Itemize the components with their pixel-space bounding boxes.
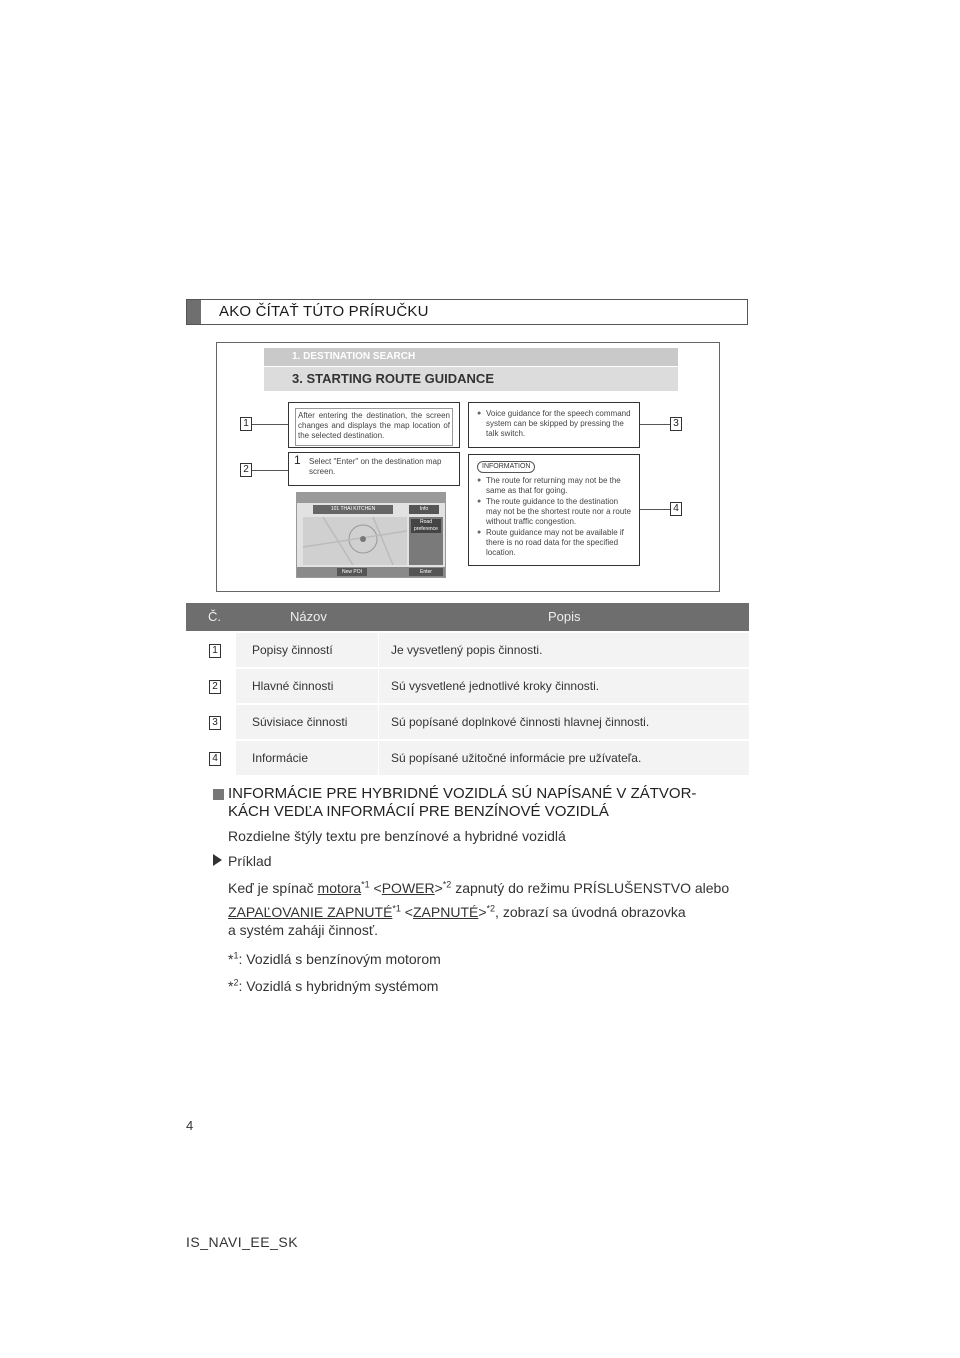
footnote-star: *	[228, 951, 234, 967]
table-header	[186, 603, 749, 631]
footnote-ref: *1	[361, 879, 370, 890]
mini-screen-topbar	[297, 493, 445, 503]
example-zapnute: ZAPNUTÉ	[413, 904, 479, 920]
row-name: Hlavné činnosti	[252, 679, 334, 693]
callout-operation-description	[288, 402, 460, 448]
marker-1: 1	[240, 417, 252, 431]
info-item: ● Route guidance may not be available if there is no road data for the specified location.	[477, 528, 631, 558]
triangle-bullet-icon	[213, 854, 222, 866]
callout1-text: After entering the destination, the screen changes and displays the map location of the selected destination.	[295, 408, 453, 446]
mini-map-screen	[296, 492, 446, 578]
footnote-star: *	[228, 978, 234, 994]
mini-screen-info-button: Info	[409, 505, 439, 514]
table-row	[186, 739, 749, 775]
mini-screen-poi-name: 101 THAI KITCHEN	[313, 505, 393, 514]
illustration-band-small-text: 1. DESTINATION SEARCH	[292, 351, 416, 362]
row-marker: 2	[209, 680, 221, 694]
example-bracket: <	[369, 880, 382, 896]
row-number-cell	[186, 741, 236, 775]
illustration-band-small	[264, 348, 678, 366]
example-label: Príklad	[228, 853, 272, 869]
intro-text: Rozdielne štýly textu pre benzínové a hybridné vozidlá	[228, 828, 566, 844]
leader-line	[640, 424, 670, 425]
mini-screen-bottombar	[297, 567, 445, 577]
example-line1	[228, 879, 748, 897]
map-roads-graphic	[303, 517, 407, 565]
square-bullet-icon	[213, 789, 224, 800]
section-header	[186, 299, 748, 325]
callout-related-operation	[468, 402, 640, 448]
info-item: ● The route guidance to the destination may not be the shortest route nor a route without traffic congestion.	[477, 497, 631, 527]
row-description: Sú popísané užitočné informácie pre užívateľa.	[391, 751, 642, 765]
example-text: , zobrazí sa úvodná obrazovka	[495, 904, 686, 920]
callout2-step-number: 1	[294, 453, 301, 467]
table-row	[186, 631, 749, 667]
footnote-sup: 1	[233, 950, 239, 961]
legend-table	[186, 603, 749, 775]
table-row	[186, 703, 749, 739]
mini-screen-newpoi-button: New POI	[337, 568, 367, 576]
information-pill: INFORMATION	[477, 461, 535, 473]
example-zapalovanie: ZAPAĽOVANIE ZAPNUTÉ	[228, 904, 393, 920]
leader-line	[252, 424, 288, 425]
row-description: Je vysvetlený popis činnosti.	[391, 643, 543, 657]
example-line2	[228, 903, 748, 921]
row-description: Sú popísané doplnkové činnosti hlavnej činnosti.	[391, 715, 650, 729]
row-marker: 1	[209, 644, 221, 658]
footnote-text: : Vozidlá s hybridným systémom	[238, 978, 439, 994]
row-name: Súvisiace činnosti	[252, 715, 348, 729]
table-row	[186, 667, 749, 703]
row-marker: 4	[209, 752, 221, 766]
section-header-title: AKO ČÍTAŤ TÚTO PRÍRUČKU	[219, 303, 429, 320]
subheading-line2: KÁCH VEDĽA INFORMÁCIÍ PRE BENZÍNOVÉ VOZIDLÁ	[228, 803, 609, 820]
info-item: ● The route for returning may not be the same as that for going.	[477, 476, 631, 496]
illustration-band-large-text: 3. STARTING ROUTE GUIDANCE	[292, 371, 494, 386]
example-motora: motora	[317, 880, 362, 896]
mini-screen-enter-button: Enter	[409, 568, 443, 576]
illustration-band-large	[264, 367, 678, 391]
row-number-cell	[186, 705, 236, 739]
row-number-cell	[186, 633, 236, 667]
header-number: Č.	[208, 609, 221, 624]
callout3-text: ● Voice guidance for the speech command system can be skipped by pressing the talk switch.	[477, 409, 631, 439]
row-name: Popisy činností	[252, 643, 333, 657]
callout-information	[468, 454, 640, 566]
footnote-1	[228, 950, 441, 968]
footnote-ref: *2	[442, 879, 452, 890]
example-bracket: >	[434, 880, 443, 896]
footnote-text: : Vozidlá s benzínovým motorom	[238, 951, 441, 967]
marker-4: 4	[670, 502, 682, 516]
header-name: Názov	[290, 609, 327, 624]
example-bracket: >	[478, 904, 487, 920]
example-text: Keď je spínač	[228, 880, 318, 896]
example-power: POWER	[381, 880, 435, 896]
subheading-line1: INFORMÁCIE PRE HYBRIDNÉ VOZIDLÁ SÚ NAPÍSANÉ V ZÁTVOR-	[228, 785, 697, 802]
row-marker: 3	[209, 716, 221, 730]
row-description: Sú vysvetlené jednotlivé kroky činnosti.	[391, 679, 600, 693]
footnote-ref: *1	[392, 903, 401, 914]
mini-screen-map	[303, 517, 407, 565]
page-number: 4	[186, 1118, 194, 1133]
footnote-ref: *2	[486, 903, 496, 914]
footer-code: IS_NAVI_EE_SK	[186, 1234, 299, 1250]
footnote-sup: 2	[233, 977, 239, 988]
marker-2: 2	[240, 463, 252, 477]
callout2-text: Select "Enter" on the destination map screen.	[309, 457, 442, 476]
mini-screen-side-panel	[409, 517, 443, 565]
footnote-2	[228, 977, 438, 995]
mini-screen-road-button: Road preference	[411, 519, 441, 533]
marker-3: 3	[670, 417, 682, 431]
example-text: zapnutý do režimu PRÍSLUŠENSTVO alebo	[451, 880, 730, 896]
section-header-bar	[187, 300, 201, 324]
header-description: Popis	[548, 609, 581, 624]
leader-line	[640, 509, 670, 510]
leader-line	[252, 470, 288, 471]
row-number-cell	[186, 669, 236, 703]
subheading	[228, 785, 748, 821]
callout-main-operation	[288, 452, 460, 486]
row-name: Informácie	[252, 751, 309, 765]
example-bracket: <	[400, 904, 413, 920]
example-line3: a systém zaháji činnosť.	[228, 922, 378, 938]
